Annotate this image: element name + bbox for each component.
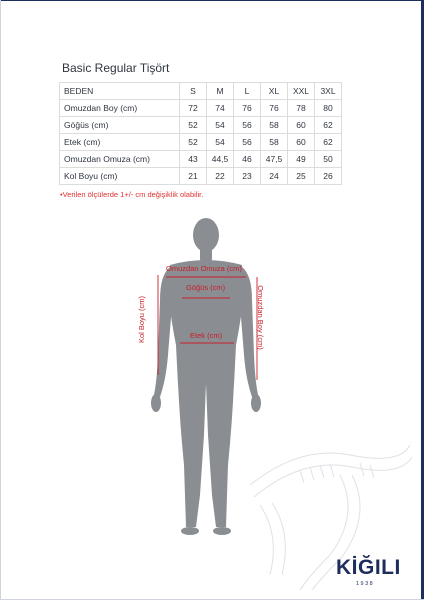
table-cell: 46 [234,151,261,168]
table-cell: 43 [180,151,207,168]
table-cell: 60 [288,117,315,134]
table-cell: Omuzdan Omuza (cm) [60,151,180,168]
length-measure-label: Omuzdan Boy (cm) [255,285,265,350]
table-cell: 76 [234,100,261,117]
table-header-cell: XXL [288,83,315,100]
table-cell: 44,5 [207,151,234,168]
table-cell: 58 [261,117,288,134]
table-cell: 50 [315,151,342,168]
table-cell: 49 [288,151,315,168]
size-table [59,82,342,185]
table-cell: 72 [180,100,207,117]
brand-year: 1938 [356,581,375,587]
table-cell: Göğüs (cm) [60,117,180,134]
table-cell: 62 [315,117,342,134]
table-cell: 56 [234,134,261,151]
table-header-cell: L [234,83,261,100]
frame-top-border [0,0,424,1]
table-row [60,151,342,168]
table-cell: 25 [288,168,315,185]
table-cell: 60 [288,134,315,151]
table-cell: 76 [261,100,288,117]
shoulder-measure-label: Omuzdan Omuza (cm) [166,264,242,273]
table-cell: Etek (cm) [60,134,180,151]
table-cell: 22 [207,168,234,185]
table-cell: 24 [261,168,288,185]
table-cell: 26 [315,168,342,185]
table-cell: 47,5 [261,151,288,168]
tolerance-note: •Verilen ölçülerde 1+/- cm değişiklik olabilir. [60,190,204,199]
table-cell: 58 [261,134,288,151]
page-title: Basic Regular Tişört [62,61,170,75]
sleeve-measure-label: Kol Boyu (cm) [137,295,147,344]
table-header-row [60,83,342,100]
table-row [60,100,342,117]
hem-measure-label: Etek (cm) [190,331,223,340]
table-cell: 52 [180,134,207,151]
table-cell: 21 [180,168,207,185]
table-cell: Omuzdan Boy (cm) [60,100,180,117]
table-cell: 54 [207,134,234,151]
table-header-cell: 3XL [315,83,342,100]
table-cell: 78 [288,100,315,117]
table-header-cell: S [180,83,207,100]
table-cell: 56 [234,117,261,134]
brand-logo: KİĞILI [336,556,401,579]
table-cell: 80 [315,100,342,117]
table-row [60,168,342,185]
table-cell: Kol Boyu (cm) [60,168,180,185]
table-cell: 52 [180,117,207,134]
frame-left-border [0,0,1,600]
table-cell: 62 [315,134,342,151]
table-cell: 74 [207,100,234,117]
table-header-cell: XL [261,83,288,100]
chest-measure-label: Göğüs (cm) [186,283,226,292]
table-cell: 54 [207,117,234,134]
table-cell: 23 [234,168,261,185]
table-header-cell: M [207,83,234,100]
table-header-cell: BEDEN [60,83,180,100]
table-row [60,117,342,134]
table-row [60,134,342,151]
